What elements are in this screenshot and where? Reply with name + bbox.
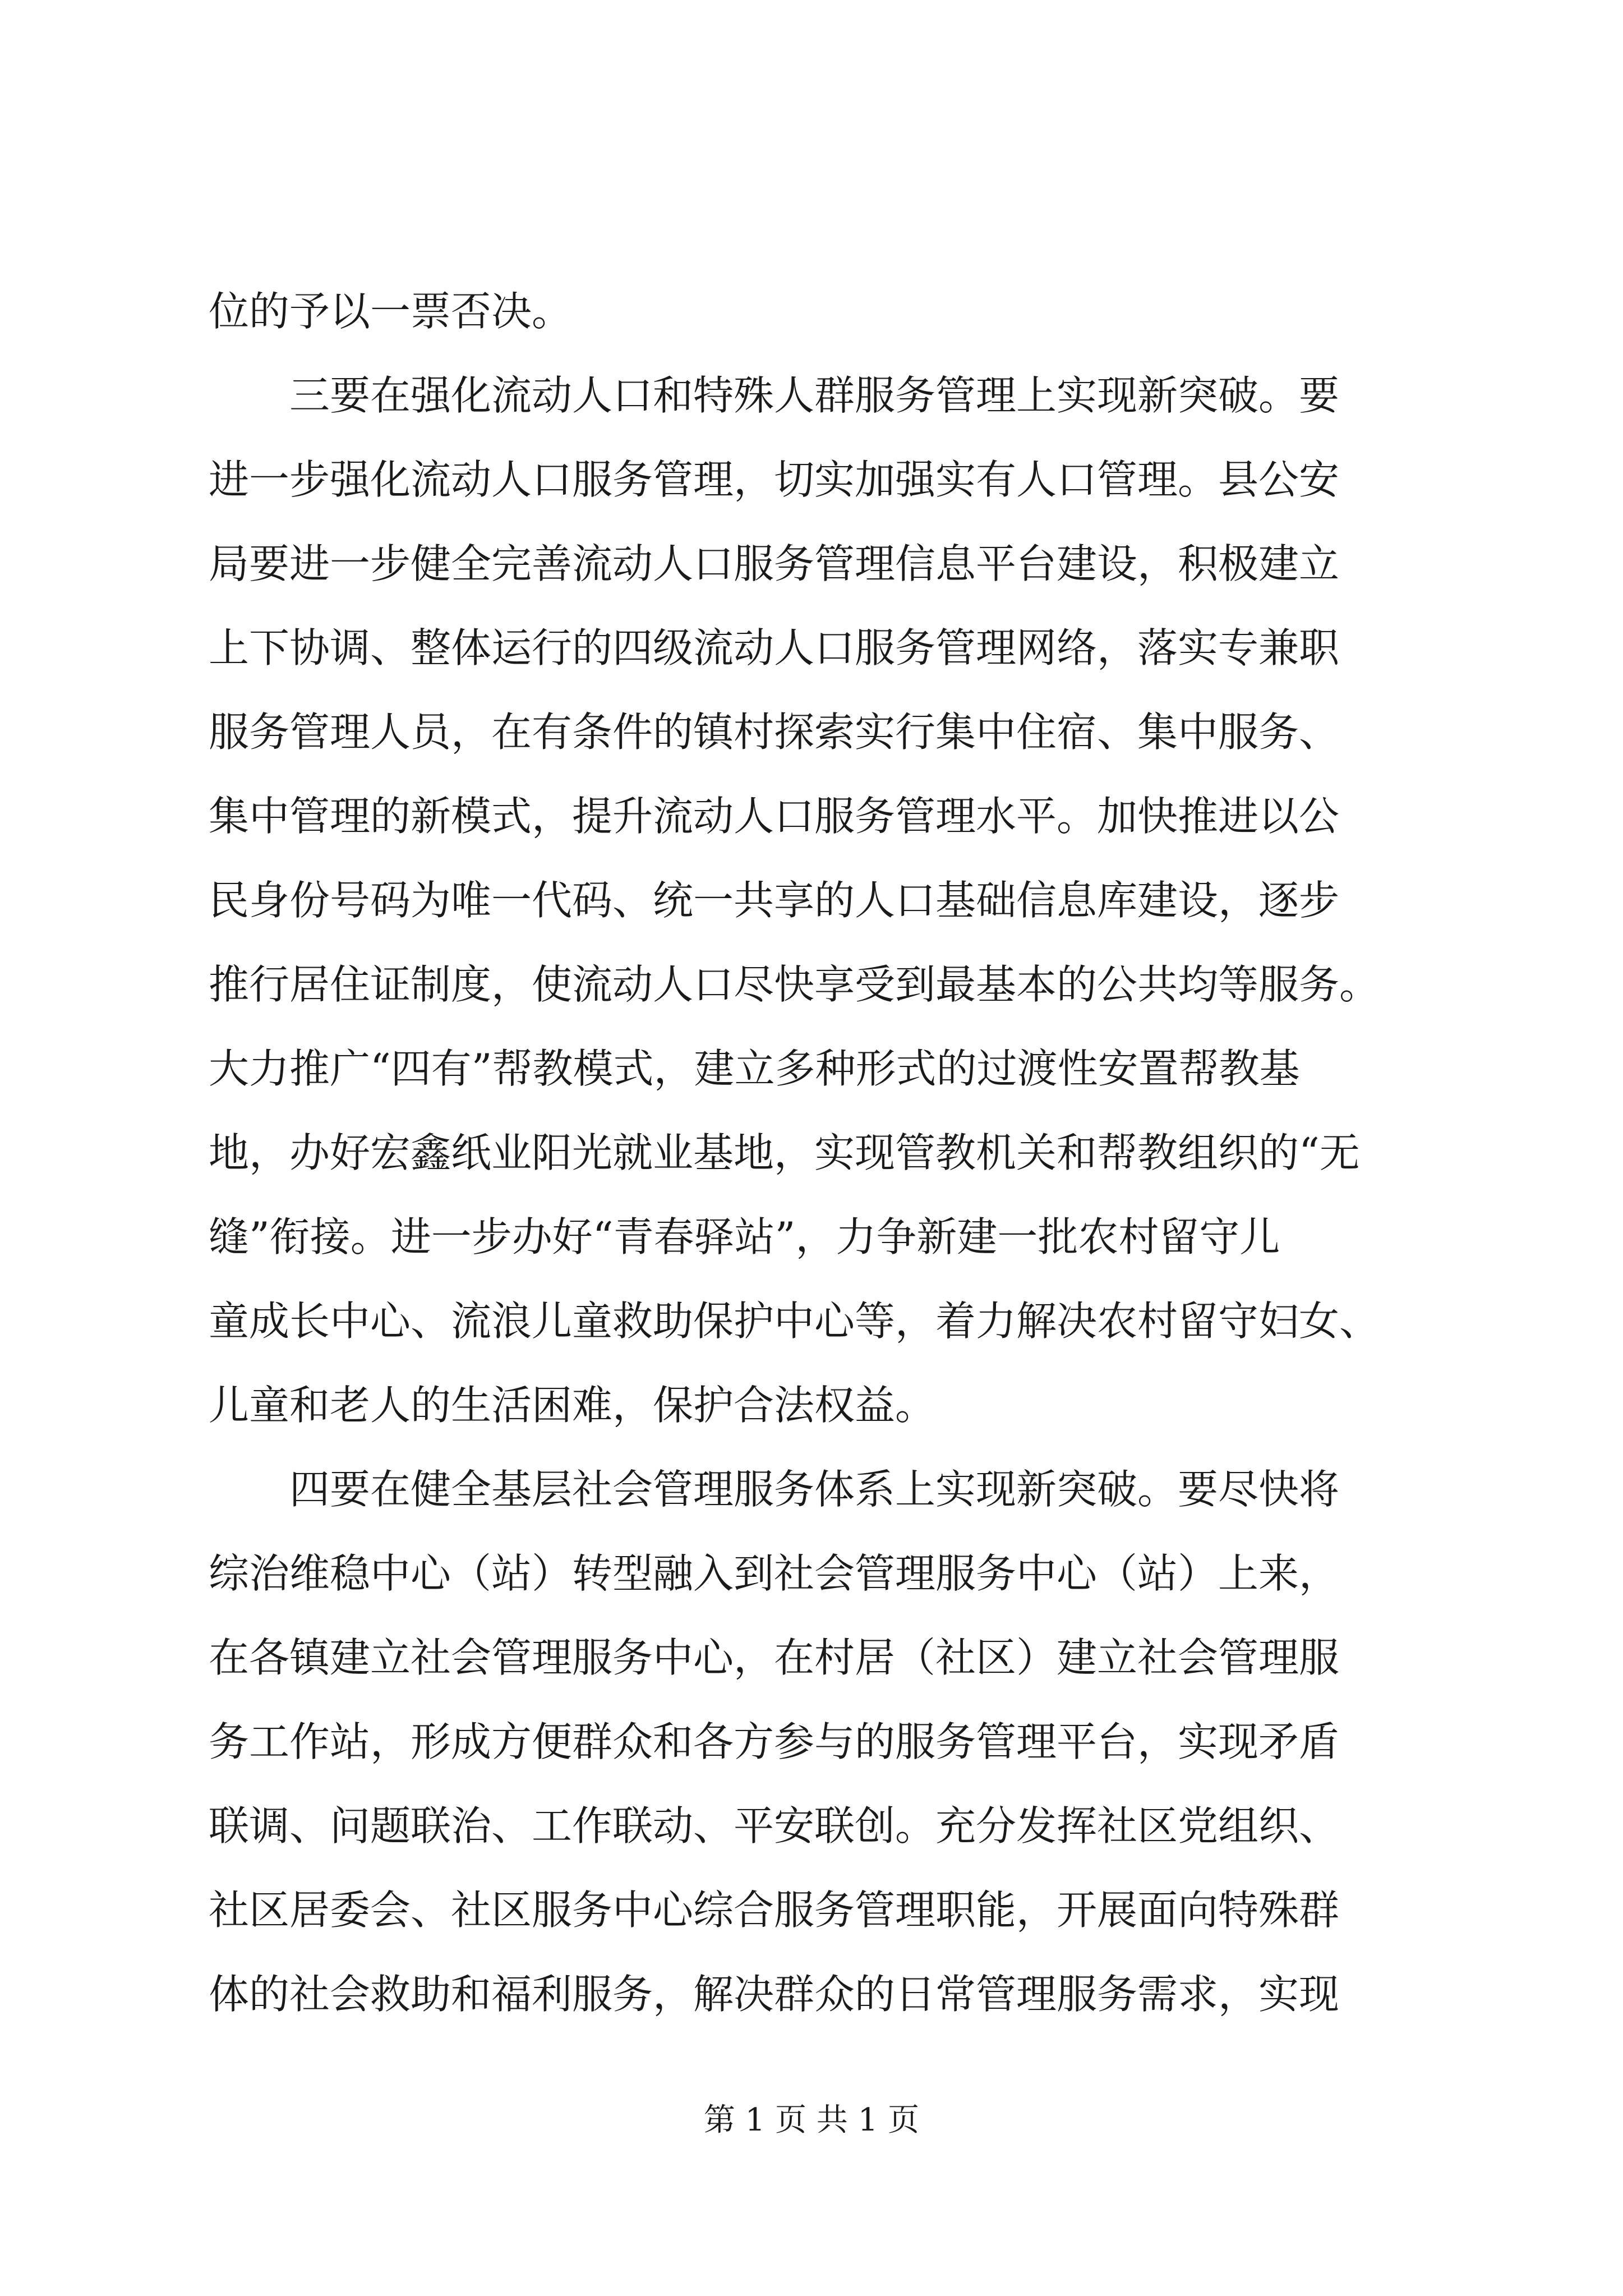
body-text-line: 位的予以一票否决。 — [209, 288, 573, 335]
body-text-line: 集中管理的新模式，提升流动人口服务管理水平。加快推进以公 — [209, 793, 1340, 840]
body-text-line: 缝”衔接。进一步办好“青春驿站”，力争新建一批农村留守儿 — [209, 1213, 1280, 1260]
body-text-line: 大力推广“四有”帮教模式，建立多种形式的过渡性安置帮教基 — [209, 1045, 1300, 1092]
body-text-line: 四要在健全基层社会管理服务体系上实现新突破。要尽快将 — [209, 1466, 1340, 1513]
body-text-line: 进一步强化流动人口服务管理，切实加强实有人口管理。县公安 — [209, 456, 1340, 503]
body-text-line: 体的社会救助和福利服务，解决群众的日常管理服务需求，实现 — [209, 1971, 1340, 2018]
body-text-line: 局要进一步健全完善流动人口服务管理信息平台建设，积极建立 — [209, 540, 1340, 587]
body-text-line: 综治维稳中心（站）转型融入到社会管理服务中心（站）上来， — [209, 1550, 1340, 1597]
body-text-line: 社区居委会、社区服务中心综合服务管理职能，开展面向特殊群 — [209, 1887, 1340, 1934]
body-text-line: 在各镇建立社会管理服务中心，在村居（社区）建立社会管理服 — [209, 1634, 1340, 1681]
body-text-line: 地，办好宏鑫纸业阳光就业基地，实现管教机关和帮教组织的“无 — [209, 1129, 1360, 1176]
body-text-line: 务工作站，形成方便群众和各方参与的服务管理平台，实现矛盾 — [209, 1718, 1340, 1765]
body-text-line: 服务管理人员，在有条件的镇村探索实行集中住宿、集中服务、 — [209, 708, 1340, 756]
body-text-line: 民身份号码为唯一代码、统一共享的人口基础信息库建设，逐步 — [209, 877, 1340, 924]
body-text-line: 三要在强化流动人口和特殊人群服务管理上实现新突破。要 — [209, 372, 1340, 419]
body-text-line: 联调、问题联治、工作联动、平安联创。充分发挥社区党组织、 — [209, 1802, 1340, 1849]
body-text-line: 童成长中心、流浪儿童救助保护中心等，着力解决农村留守妇女、 — [209, 1297, 1380, 1345]
body-text-line: 上下协调、整体运行的四级流动人口服务管理网络，落实专兼职 — [209, 624, 1340, 671]
page-footer: 第 1 页 共 1 页 — [703, 2102, 920, 2138]
body-text-line: 推行居住证制度，使流动人口尽快享受到最基本的公共均等服务。 — [209, 961, 1380, 1008]
body-text-line: 儿童和老人的生活困难，保护合法权益。 — [209, 1382, 936, 1429]
